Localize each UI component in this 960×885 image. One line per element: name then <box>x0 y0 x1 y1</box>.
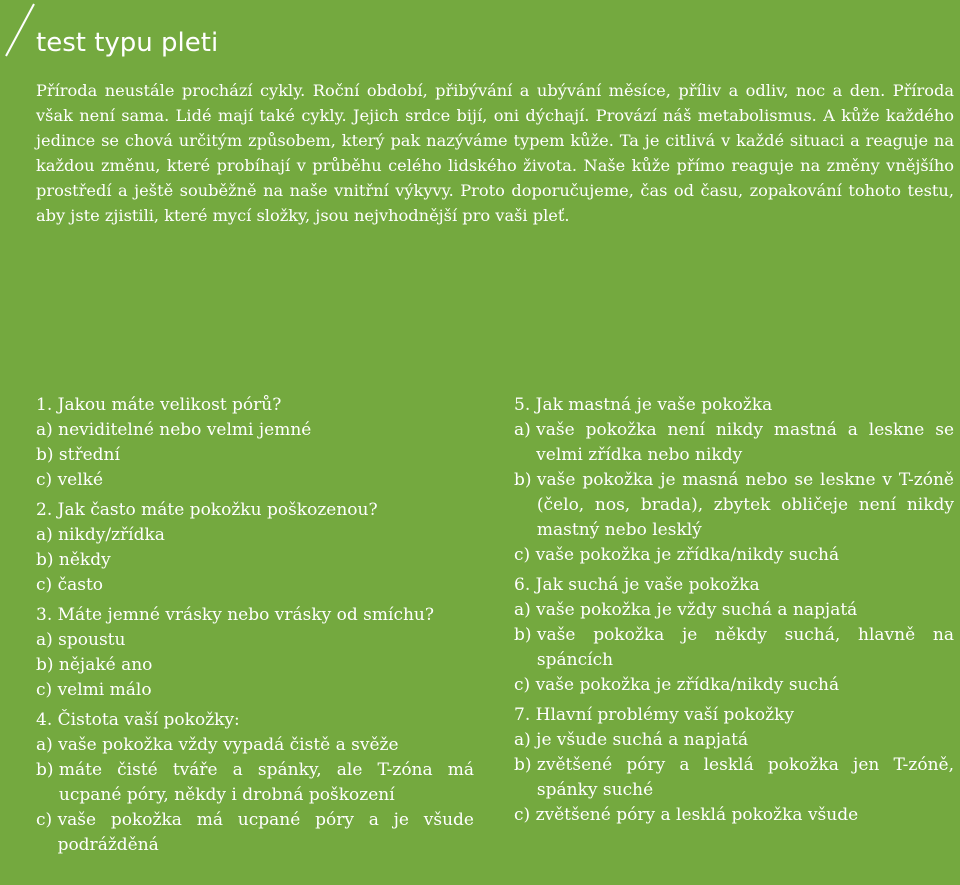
question-number: 1. <box>36 395 58 415</box>
option-letter: a) <box>36 420 59 440</box>
option-text: zvětšené póry a lesklá pokožka jen T-zóně, spánky suché <box>536 755 954 800</box>
answer-option <box>514 753 954 803</box>
option-text: vaše pokožka je vždy suchá a napjatá <box>536 600 858 620</box>
question-text: Čistota vaší pokožky: <box>57 710 240 730</box>
option-letter: a) <box>514 420 537 440</box>
option-text: zvětšené póry a lesklá pokožka všude <box>535 805 859 825</box>
question-heading <box>514 703 954 728</box>
option-letter: c) <box>514 805 536 825</box>
question-block <box>514 573 954 698</box>
option-text: vaše pokožka je někdy suchá, hlavně na spáncích <box>536 625 954 670</box>
option-letter: b) <box>36 760 59 780</box>
option-text: vaše pokožka vždy vypadá čistě a svěže <box>58 735 399 755</box>
option-letter: b) <box>36 655 59 675</box>
option-text: máte čisté tváře a spánky, ale T-zóna má ucpané póry, někdy i drobná poškození <box>58 760 474 805</box>
option-text: vaše pokožka je zřídka/nikdy suchá <box>535 675 840 695</box>
question-block <box>36 708 474 858</box>
answer-option <box>514 623 954 673</box>
option-text: někdy <box>58 550 111 570</box>
option-text: nikdy/zřídka <box>58 525 165 545</box>
option-letter: c) <box>514 675 536 695</box>
option-text: je všude suchá a napjatá <box>536 730 749 750</box>
option-letter: b) <box>514 755 537 775</box>
option-text: často <box>57 575 104 595</box>
answer-option <box>36 573 474 598</box>
title-slash-decoration <box>0 0 40 60</box>
option-letter: c) <box>514 545 536 565</box>
questions-left-column <box>36 393 474 858</box>
option-letter: c) <box>36 810 58 830</box>
answer-option <box>514 598 954 623</box>
option-text: vaše pokožka je masná nebo se leskne v T-zóně (čelo, nos, brada), zbytek obličeje není nikdy mastný nebo lesklý <box>536 470 954 540</box>
question-number: 3. <box>36 605 58 625</box>
option-letter: a) <box>36 525 59 545</box>
option-letter: b) <box>514 470 537 490</box>
answer-option <box>514 543 954 568</box>
question-number: 7. <box>514 705 536 725</box>
question-block <box>36 498 474 598</box>
option-letter: c) <box>36 470 58 490</box>
page-title: test typu pleti <box>36 28 219 58</box>
answer-option <box>36 733 474 758</box>
option-letter: a) <box>514 600 537 620</box>
option-letter: c) <box>36 575 58 595</box>
option-text: střední <box>58 445 120 465</box>
question-block <box>514 393 954 568</box>
question-heading <box>36 393 474 418</box>
answer-option <box>36 548 474 573</box>
question-text: Jak suchá je vaše pokožka <box>535 575 760 595</box>
answer-option <box>36 418 474 443</box>
question-text: Jak často máte pokožku poškozenou? <box>57 500 378 520</box>
question-text: Máte jemné vrásky nebo vrásky od smíchu? <box>57 605 434 625</box>
question-heading <box>514 393 954 418</box>
intro-paragraph: Příroda neustále prochází cykly. Roční období, přibývání a ubývání měsíce, příliv a odliv, noc a den. Příroda však není sama. Lidé mají také cykly. Jejich srdce bijí, oni dýchají. Provází náš metabolismus. A kůže každého jedince se chová určitým způsobem, který pak nazýváme typem kůže. Ta je citlivá v každé situaci a reaguje na každou změnu, které probíhají v průběhu celého lidského života. Naše kůže přímo reaguje na změny vnějšího prostředí a ještě souběžně na naše vnitřní výkyvy. Proto doporučujeme, čas od času, zopakování tohoto testu, aby jste zjistili, které mycí složky, jsou nejvhodnější pro vaši pleť. <box>36 81 954 225</box>
option-text: spoustu <box>58 630 126 650</box>
question-number: 2. <box>36 500 58 520</box>
option-text: velké <box>57 470 104 490</box>
answer-option <box>36 758 474 808</box>
questions-right-column <box>514 393 954 828</box>
question-heading <box>36 498 474 523</box>
answer-option <box>514 418 954 468</box>
question-heading <box>36 708 474 733</box>
answer-option <box>36 678 474 703</box>
answer-option <box>514 803 954 828</box>
option-text: vaše pokožka má ucpané póry a je všude podrážděná <box>57 810 474 855</box>
option-letter: b) <box>514 625 537 645</box>
question-block <box>514 703 954 828</box>
question-number: 4. <box>36 710 58 730</box>
question-block <box>36 603 474 703</box>
answer-option <box>514 673 954 698</box>
question-number: 6. <box>514 575 536 595</box>
answer-option <box>36 468 474 493</box>
question-text: Hlavní problémy vaší pokožky <box>535 705 794 725</box>
option-text: velmi málo <box>57 680 152 700</box>
question-number: 5. <box>514 395 536 415</box>
answer-option <box>36 628 474 653</box>
answer-option <box>36 808 474 858</box>
answer-option <box>36 653 474 678</box>
option-text: neviditelné nebo velmi jemné <box>58 420 312 440</box>
answer-option <box>36 443 474 468</box>
answer-option <box>514 728 954 753</box>
option-letter: a) <box>514 730 537 750</box>
option-letter: a) <box>36 630 59 650</box>
option-letter: b) <box>36 550 59 570</box>
answer-option <box>36 523 474 548</box>
question-heading <box>514 573 954 598</box>
answer-option <box>514 468 954 543</box>
option-letter: c) <box>36 680 58 700</box>
question-heading <box>36 603 474 628</box>
option-letter: a) <box>36 735 59 755</box>
option-text: vaše pokožka je zřídka/nikdy suchá <box>535 545 840 565</box>
option-text: nějaké ano <box>58 655 153 675</box>
option-letter: b) <box>36 445 59 465</box>
question-text: Jakou máte velikost pórů? <box>57 395 282 415</box>
question-block <box>36 393 474 493</box>
option-text: vaše pokožka není nikdy mastná a leskne se velmi zřídka nebo nikdy <box>536 420 954 465</box>
question-text: Jak mastná je vaše pokožka <box>535 395 773 415</box>
